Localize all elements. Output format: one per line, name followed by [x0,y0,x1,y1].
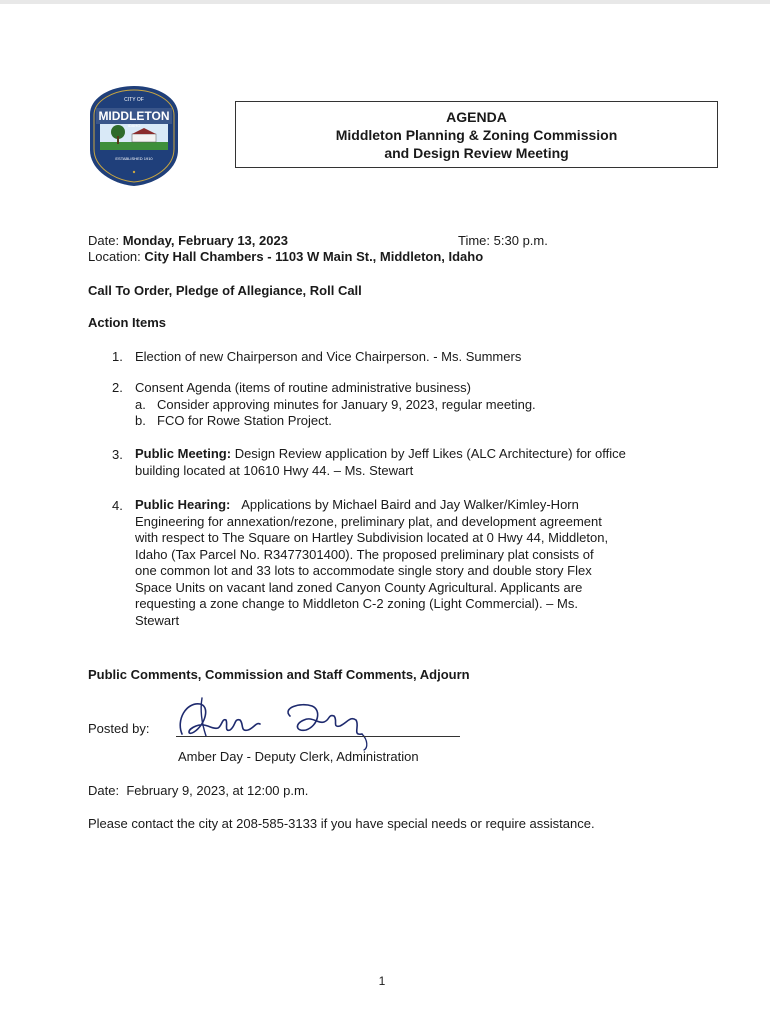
sub-item-letter: b. [135,413,146,428]
agenda-item-1: Election of new Chairperson and Vice Chairperson. - Ms. Summers [135,349,522,364]
agenda-title: AGENDA [446,109,507,125]
signer-name: Amber Day - Deputy Clerk, Administration [178,749,419,764]
agenda-item-2a: Consider approving minutes for January 9, 2023, regular meeting. [157,397,536,412]
posted-date: Date: February 9, 2023, at 12:00 p.m. [88,783,309,798]
item-number: 3. [112,447,123,462]
item-number: 4. [112,498,123,513]
agenda-item-2: Consent Agenda (items of routine administrative business) [135,380,472,395]
meeting-date: Date: Monday, February 13, 2023 [88,233,288,248]
agenda-title-box [235,101,718,168]
svg-text:IDAHO: IDAHO [127,123,141,128]
meeting-time: Time: 5:30 p.m. [458,233,548,248]
commission-name: Middleton Planning & Zoning Commission [335,127,618,143]
agenda-item-4: Public Hearing: Applications by Michael Baird and Jay Walker/Kimley-Horn Engineering for annexation/rezone, preliminary plat, and development agreement with respect to The Square on Hartley Subdivision located at 0 Hwy 44, Middleton, Idaho (Tax Parcel No. R3477301400). The proposed preliminary plat consists of one common lot and 33 lots to accommodate single story and double story Flex Space Units on vacant land zoned Canyon County Agricultural. Applicants are requesting a zone change to Middleton C-2 zoning (Light Commercial). – Ms. Stewart [135,497,609,628]
city-seal-logo [88,84,180,188]
meeting-type: and Design Review Meeting [384,145,569,161]
scan-edge [0,0,770,4]
sub-item-letter: a. [135,397,146,412]
item-number: 1. [112,349,123,364]
call-to-order: Call To Order, Pledge of Allegiance, Roll Call [88,283,362,298]
page-number: 1 [378,974,386,988]
handwritten-signature [172,690,412,752]
svg-text:CITY OF: CITY OF [124,97,144,103]
agenda-item-3: Public Meeting: Design Review application by Jeff Likes (ALC Architecture) for office building located at 10610 Hwy 44. – Ms. Stewart [135,446,626,478]
agenda-item-2b: FCO for Rowe Station Project. [157,413,332,428]
item-lead: Public Meeting: [135,446,232,461]
svg-text:MIDDLETON: MIDDLETON [98,109,170,123]
action-items-heading: Action Items [88,315,167,330]
closing-heading: Public Comments, Commission and Staff Comments, Adjourn [88,667,470,682]
meeting-location: Location: City Hall Chambers - 1103 W Main St., Middleton, Idaho [88,249,484,264]
signature-line [176,736,460,737]
item-lead: Public Hearing: [135,497,231,512]
svg-text:ESTABLISHED 1910: ESTABLISHED 1910 [115,156,153,161]
contact-note: Please contact the city at 208-585-3133 if you have special needs or require assistance. [88,816,595,831]
item-number: 2. [112,380,123,395]
posted-by-label: Posted by: [88,721,150,736]
